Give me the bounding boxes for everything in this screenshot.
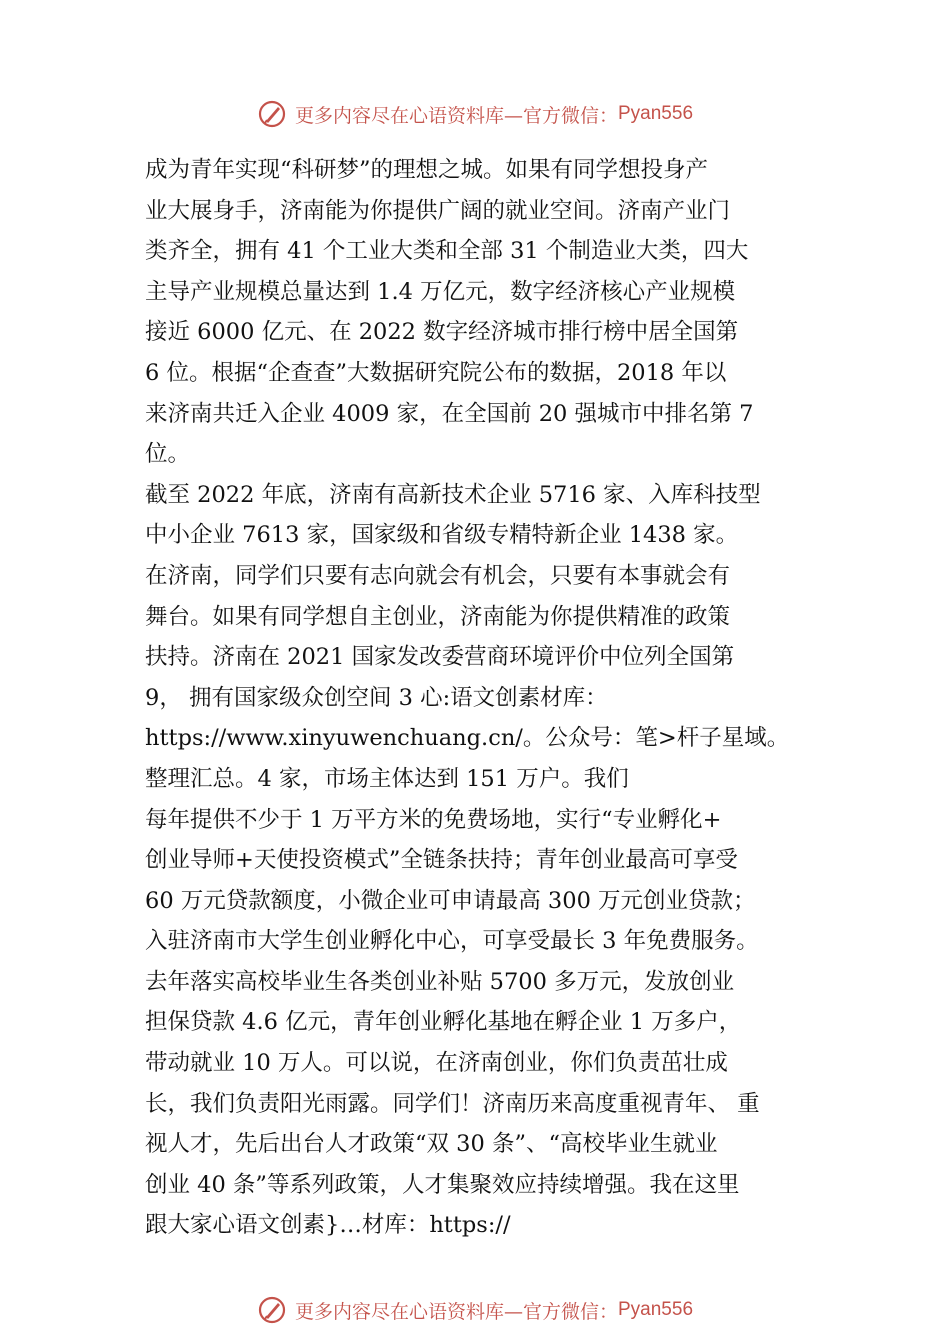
body-text-line: 带动就业 10 万人。可以说，在济南创业，你们负责茁壮成 xyxy=(145,1050,728,1077)
body-text-line: 去年落实高校毕业生各类创业补贴 5700 多万元，发放创业 xyxy=(145,968,735,995)
body-text-line: 位。 xyxy=(145,441,191,468)
body-text-line: 入驻济南市大学生创业孵化中心，可享受最长 3 年免费服务。 xyxy=(145,928,759,955)
body-text-line: 创业 40 条”等系列政策，人才集聚效应持续增强。我在这里 xyxy=(145,1171,740,1198)
body-text-line: 来济南共迁入企业 4009 家，在全国前 20 强城市中排名第 7 xyxy=(145,400,754,427)
body-text-line: 9， 拥有国家级众创空间 3 心:语文创素材库： xyxy=(145,684,608,711)
quill-logo-icon xyxy=(257,1295,287,1325)
header-banner xyxy=(0,94,950,134)
body-text-line: 成为青年实现“科研梦”的理想之城。如果有同学想投身产 xyxy=(145,157,709,183)
footer-banner-id: Pyan556 xyxy=(618,1299,694,1320)
header-banner-id: Pyan556 xyxy=(618,103,694,124)
body-text-line: 中小企业 7613 家，国家级和省级专精特新企业 1438 家。 xyxy=(145,522,739,549)
body-text-line: 视人才，先后出台人才政策“双 30 条”、“高校毕业生就业 xyxy=(145,1131,718,1158)
body-text-line: 长，我们负责阳光雨露。同学们！济南历来高度重视青年、 重 xyxy=(145,1090,760,1117)
body-text-line: 类齐全，拥有 41 个工业大类和全部 31 个制造业大类，四大 xyxy=(145,238,749,265)
body-text-line: 创业导师+天使投资模式”全链条扶持；青年创业最高可享受 xyxy=(145,847,738,874)
footer-banner-text: 更多内容尽在心语资料库—官方微信： xyxy=(294,1300,618,1323)
body-text-line: 舞台。如果有同学想自主创业，济南能为你提供精准的政策 xyxy=(145,603,731,630)
body-text-line: 业大展身手，济南能为你提供广阔的就业空间。济南产业门 xyxy=(145,197,731,224)
body-text-line: 担保贷款 4.6 亿元，青年创业孵化基地在孵企业 1 万多户， xyxy=(145,1009,742,1036)
header-banner-text: 更多内容尽在心语资料库—官方微信： xyxy=(294,104,618,127)
body-text-line: 在济南，同学们只要有志向就会有机会，只要有本事就会有 xyxy=(145,562,731,589)
body-text-line: 接近 6000 亿元、在 2022 数字经济城市排行榜中居全国第 xyxy=(145,319,739,346)
footer-banner xyxy=(0,1290,950,1330)
body-text-line: 跟大家心语文创素}…材库：https:// xyxy=(145,1212,511,1239)
quill-logo-icon xyxy=(257,99,287,129)
body-text-line: 扶持。济南在 2021 国家发改委营商环境评价中位列全国第 xyxy=(145,644,735,671)
body-text-line: 截至 2022 年底，济南有高新技术企业 5716 家、入库科技型 xyxy=(145,481,761,508)
body-text-line: 主导产业规模总量达到 1.4 万亿元，数字经济核心产业规模 xyxy=(145,278,736,305)
document-body xyxy=(145,150,835,1246)
body-text-line: 60 万元贷款额度，小微企业可申请最高 300 万元创业贷款； xyxy=(145,887,756,914)
body-text-line: https://www.xinyuwenchuang.cn/。公众号：笔>杆子星域。 xyxy=(145,725,790,752)
body-text-line: 整理汇总。4 家，市场主体达到 151 万户。我们 xyxy=(145,765,629,792)
body-text-line: 每年提供不少于 1 万平方米的免费场地，实行“专业孵化+ xyxy=(145,806,722,833)
body-text-line: 6 位。根据“企查查”大数据研究院公布的数据，2018 年以 xyxy=(145,359,727,386)
